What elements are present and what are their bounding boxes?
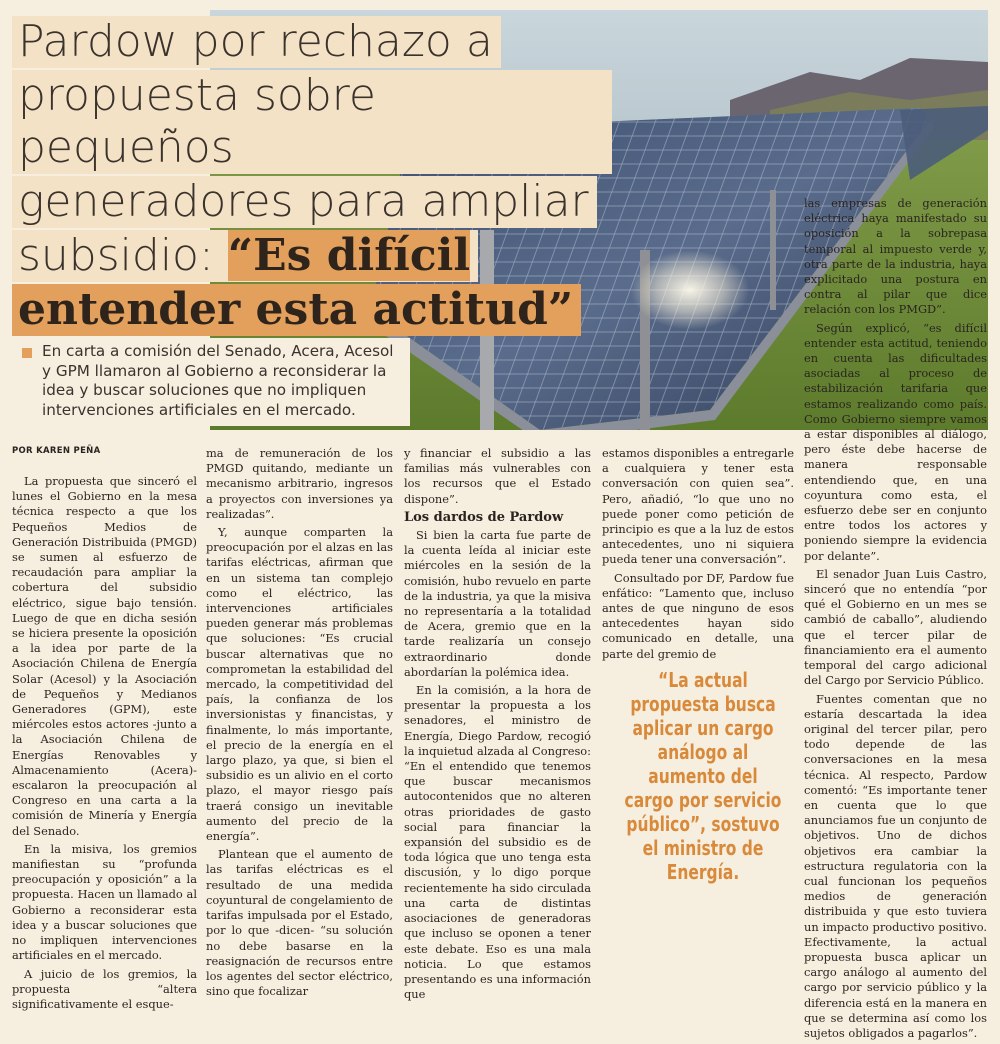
paragraph: Y, aunque comparten la preocupación por el alzas en las tarifas eléctricas, afirman que en un sistema tan complejo como el eléctrico, las intervenciones artificiales pueden generar más problemas que soluciones: “Es crucial buscar alternativas que no comprometan la estabilidad del mercado, la competitividad del país, la confianza de los inversionistas y financistas, y finalmente, lo más importante, el precio de la energía en el largo plazo, ya que, si bien el subsidio es un alivio en el corto plazo, el mayor riesgo país traerá consigo un inevitable aumento del precio de la energía”. [206, 525, 393, 844]
article-column-1 [12, 474, 197, 1015]
headline-line-4 [12, 230, 478, 282]
sun-glare [630, 250, 750, 330]
headline-line-1: Pardow por rechazo a [12, 16, 501, 68]
paragraph: y financiar el subsidio a las familias más vulnerables con los recursos que el Estado dispone”. [404, 446, 591, 506]
article-column-5 [804, 196, 987, 1044]
pull-quote: “La actual propuesta busca aplicar un cargo análogo al aumento del cargo por servicio público”, sostuvo el ministro de Energía. [624, 668, 782, 884]
lead-text: En carta a comisión del Senado, Acera, Acesol y GPM llamaron al Gobierno a reconsiderar la idea y buscar soluciones que no impliquen intervenciones artificiales en el mercado. [42, 342, 394, 419]
paragraph: Consultado por DF, Pardow fue enfático: “Lamento que, incluso antes de que ninguno de esos antecedentes hayan sido comunicado en detalle, una parte del gremio de [602, 570, 794, 661]
paragraph: Plantean que el aumento de las tarifas eléctricas es el resultado de una medida coyuntural de congelamiento de tarifas impulsada por el Estado, por lo que -dicen- “su solución no debe basarse en la reasignación de recursos entre los agentes del sector eléctrico, sino que focalizar [206, 847, 393, 999]
section-subhead: Los dardos de Pardow [404, 509, 564, 525]
paragraph: estamos disponibles a entregarle a cualquiera y tener esta conversación con quien sea”. Pero, añadió, “lo que uno no puede poner como petición de principio es que a la luz de estos antecedentes, uno ni siquiera pueda tener una conversación”. [602, 446, 794, 567]
article-column-3 [404, 446, 591, 1005]
paragraph: En la comisión, a la hora de presentar la propuesta a los senadores, el ministro de Energía, Diego Pardow, recogió la inquietud alzada al Congreso: “En el entendido que tenemos que buscar mecanismos autocontenidos que no alteren otras prioridades de gasto social para financiar la expansión del subsidio es de toda lógica que uno tenga esta discusión, y lo digo porque recientemente ha sido circulada una carta de distintas asociaciones de generadoras que incluso se oponen a tener este debate. Eso es una mala noticia. Lo que estamos presentando es una información que [404, 683, 591, 1002]
headline-accent-1: “Es difícil [227, 230, 471, 281]
headline [12, 16, 612, 338]
paragraph: Fuentes comentan que no estaría descartada la idea original del tercer pilar, pero todo depende de las conversaciones en la mesa técnica. Al respecto, Pardow comentó: “Es importante tener en cuenta que lo que anunciamos fue un conjunto de objetivos. Uno de dichos objetivos era cambiar la estructura regulatoria con la cual funcionan los pequeños medios de generación distribuida y que esto tuviera un impacto productivo positivo. Efectivamente, la actual propuesta busca aplicar un cargo análogo al aumento del cargo por servicio público y la diferencia está en la manera en que se determina así como los sujetos obligados a pagarlos”. [804, 691, 987, 1040]
paragraph: ma de remuneración de los PMGD quitando, mediante un mecanismo arbitrario, ingresos a proyectos con inversiones ya realizadas”. [206, 446, 393, 521]
paragraph: El senador Juan Luis Castro, sinceró que no entendía “por qué el Gobierno en un mes se cambió de caballo”, aludiendo que el tercer pilar de financiamiento era el aumento temporal del cargo adicional del Cargo por Servicio Público. [804, 566, 987, 688]
paragraph: La propuesta que sinceró el lunes el Gobierno en la mesa técnica respecto a que los Pequeños Medios de Generación Distribuida (PMGD) se sumen al esfuerzo de recaudación para ampliar la cobertura del subsidio eléctrico, sigue bajo tensión. Luego de que en dicha sesión se hiciera presente la oposición a la idea por parte de la Asociación Chilena de Energía Solar (Acesol) y la Asociación de Pequeños y Medianos Generadores (GPM), este miércoles estos actores -junto a la Asociación Chilena de Energías Renovables y Almacenamiento (Acera)- escalaron la preocupación al Congreso en una carta a la comisión de Minería y Energía del Senado. [12, 474, 197, 838]
headline-accent-2: entender esta actitud” [12, 284, 581, 336]
article-column-2 [206, 446, 393, 1002]
paragraph: las empresas de generación eléctrica haya manifestado su oposición a la sobrepasa temporal al impuesto verde y, otra parte de la industria, haya explicitado una postura en contra al pilar que dice relación con los PMGD”. [804, 196, 987, 317]
paragraph: A juicio de los gremios, la propuesta “altera significativamente el esque- [12, 966, 197, 1011]
paragraph: En la misiva, los gremios manifiestan su “profunda preocupación y oposición” a la propuesta. Hacen un llamado al Gobierno a reconsiderar esta idea y a buscar soluciones que no impliquen intervenciones artificiales en el mercado. [12, 841, 197, 963]
byline: POR KAREN PEÑA [12, 446, 101, 456]
paragraph: Si bien la carta fue parte de la cuenta leída al iniciar este miércoles en la sesión de la comisión, hubo revuelo en parte de la industria, ya que la misiva no representaría a la totalidad de Acera, gremio que en la tarde realizaría un consejo extraordinario donde abordarían la polémica idea. [404, 528, 591, 679]
lead-bullet-square [22, 348, 32, 358]
lead-paragraph [12, 338, 410, 426]
headline-line-2: propuesta sobre pequeños [12, 70, 612, 174]
paragraph: Según explicó, “es difícil entender esta actitud, teniendo en cuenta las dificultades asociadas al proceso de estabilización tarifaria que estamos realizando como país. Como Gobierno siempre vamos a estar disponibles al diálogo, pero éste debe hacerse de manera responsable entendiendo que, en una coyuntura como esta, el esfuerzo debe ser en conjunto entre todos los actores y poniendo siempre la evidencia por delante”. [804, 320, 987, 563]
headline-line-3: generadores para ampliar [12, 176, 597, 228]
headline-line-4-text: subsidio: [18, 230, 214, 281]
article-column-4 [602, 446, 794, 665]
